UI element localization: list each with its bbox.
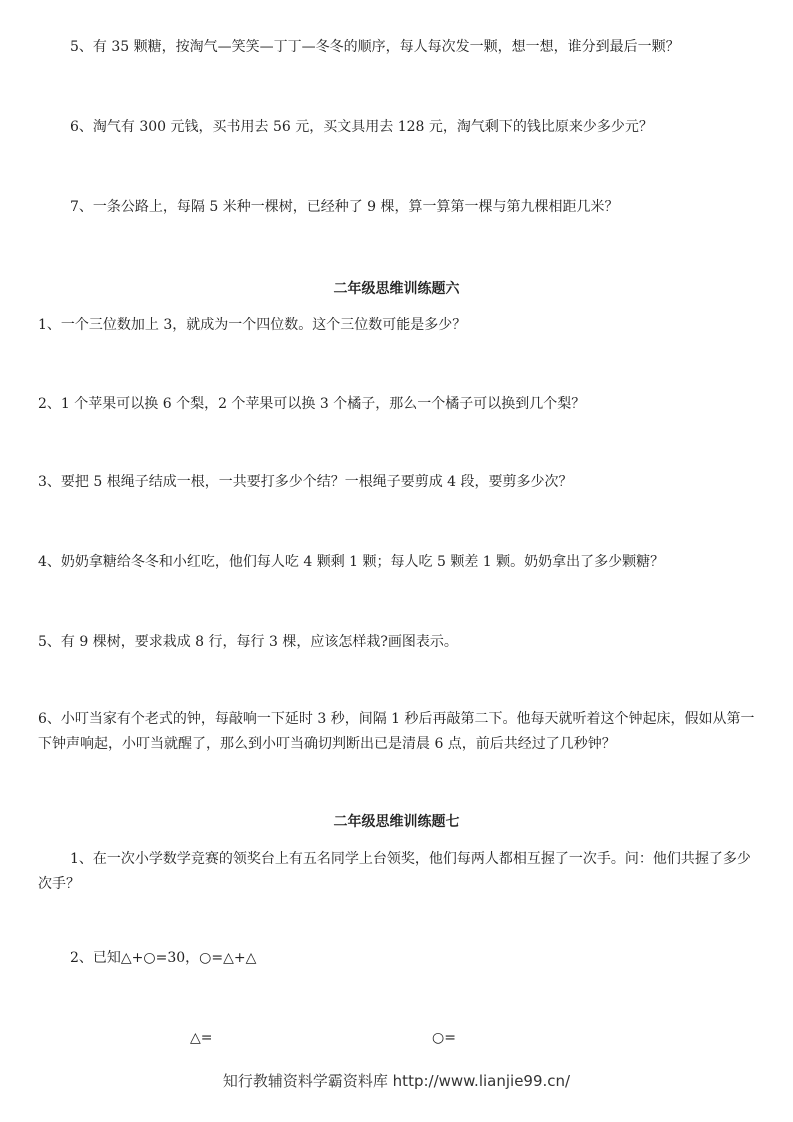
section-six-question-6: 6、小叮当家有个老式的钟，每敲响一下延时 3 秒，间隔 1 秒后再敲第二下。他每天就听着这个钟起床，假如从第一下钟声响起，小叮当就醒了，那么到小叮当确切判断出已是清晨 6 点，前后共经过了几秒钟？ bbox=[38, 711, 755, 752]
section-six-question-2: 2、1 个苹果可以换 6 个梨，2 个苹果可以换 3 个橘子，那么一个橘子可以换到几个梨？ bbox=[38, 396, 586, 412]
answer-circle: ○= bbox=[432, 1030, 456, 1046]
section-seven-question-2: 2、已知△+○=30，○=△+△ bbox=[70, 950, 257, 966]
section-six-question-4: 4、奶奶拿糖给冬冬和小红吃，他们每人吃 4 颗剩 1 颗；每人吃 5 颗差 1 颗。奶奶拿出了多少颗糖？ bbox=[38, 554, 665, 570]
section-six-question-1: 1、一个三位数加上 3，就成为一个四位数。这个三位数可能是多少？ bbox=[38, 317, 467, 333]
section-six-title: 二年级思维训练题六 bbox=[333, 281, 460, 297]
section-six-question-5: 5、有 9 棵树，要求栽成 8 行，每行 3 棵，应该怎样栽?画图表示。 bbox=[38, 634, 458, 650]
footer-watermark: 知行教辅资料学霸资料库 http://www.lianjie99.cn/ bbox=[222, 1072, 571, 1090]
section-seven-title: 二年级思维训练题七 bbox=[333, 814, 460, 830]
answer-triangle: △= bbox=[190, 1030, 213, 1046]
section-seven-question-1: 1、在一次小学数学竞赛的领奖台上有五名同学上台领奖，他们每两人都相互握了一次手。问：他们共握了多少次手？ bbox=[38, 851, 751, 892]
question-5-candy: 5、有 35 颗糖，按淘气—笑笑—丁丁—冬冬的顺序，每人每次发一颗，想一想，谁分到最后一颗？ bbox=[70, 39, 680, 55]
section-six-question-3: 3、要把 5 根绳子结成一根，一共要打多少个结？一根绳子要剪成 4 段，要剪多少次？ bbox=[38, 474, 573, 490]
question-7-trees: 7、一条公路上，每隔 5 米种一棵树，已经种了 9 棵，算一算第一棵与第九棵相距几米？ bbox=[70, 199, 619, 215]
question-6-money: 6、淘气有 300 元钱，买书用去 56 元，买文具用去 128 元，淘气剩下的钱比原来少多少元？ bbox=[70, 119, 653, 135]
